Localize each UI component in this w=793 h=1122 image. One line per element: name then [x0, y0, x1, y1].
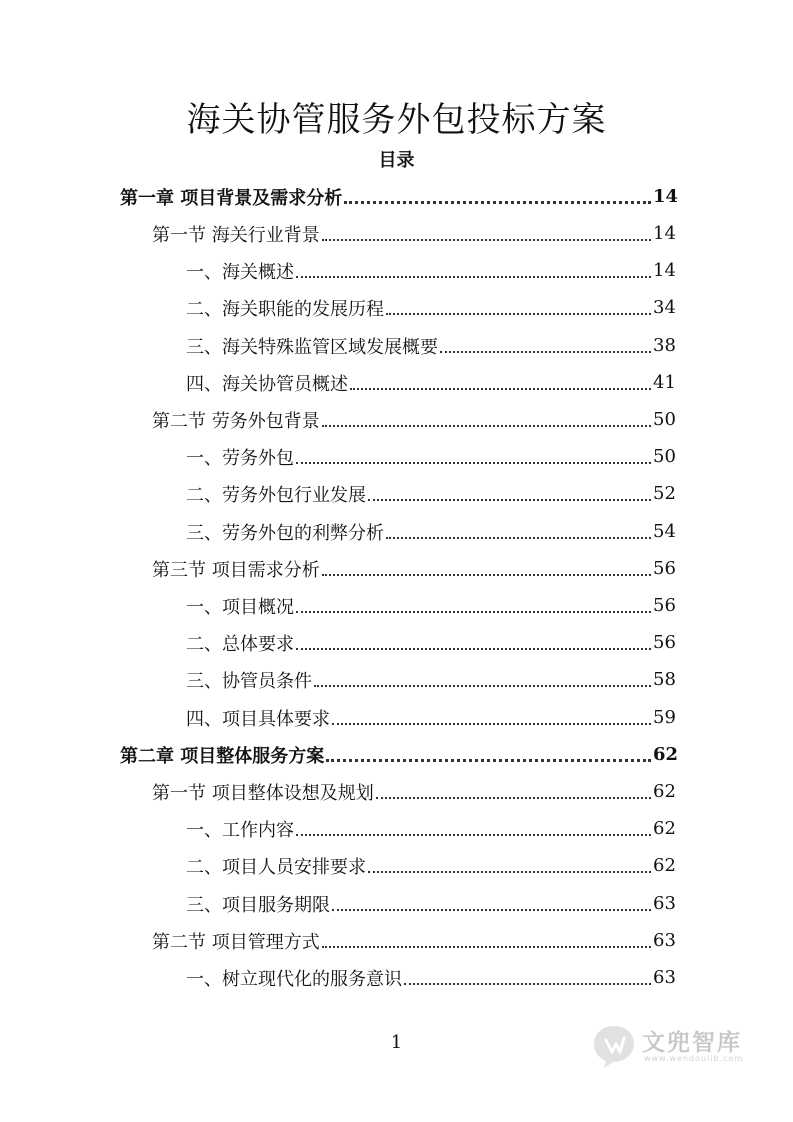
- toc-heading: 目录: [378, 150, 415, 171]
- page-number: 1: [390, 1032, 403, 1053]
- dot-leader: [332, 909, 651, 911]
- toc-entry[interactable]: [186, 327, 675, 364]
- dot-leader: [344, 201, 651, 204]
- dot-leader: [326, 759, 651, 762]
- dot-leader: [322, 425, 651, 427]
- dot-leader: [404, 983, 651, 985]
- toc-entry-label: 第二节 劳务外包背景: [152, 410, 320, 432]
- dot-leader: [296, 648, 651, 650]
- toc-entry-label: 四、海关协管员概述: [186, 373, 348, 395]
- toc-entry-page: 63: [653, 893, 676, 914]
- dot-leader: [376, 797, 651, 799]
- toc-entry-label: 三、协管员条件: [186, 670, 312, 692]
- toc-entry-page: 58: [653, 669, 676, 690]
- toc-entry-label: 一、劳务外包: [186, 447, 294, 469]
- toc-entry-page: 63: [653, 930, 676, 951]
- dot-leader: [296, 834, 651, 836]
- toc-entry-page: 38: [653, 335, 676, 356]
- dot-leader: [322, 946, 651, 948]
- toc-entry-label: 第一节 项目整体设想及规划: [152, 782, 374, 804]
- watermark-subtext: www.wendoulib.com: [644, 1054, 744, 1063]
- toc-entry-page: 34: [653, 297, 676, 318]
- dot-leader: [386, 537, 651, 539]
- toc-entry-page: 56: [653, 558, 676, 579]
- toc-entry-label: 三、海关特殊监管区域发展概要: [186, 336, 438, 358]
- toc-entry-label: 第二章 项目整体服务方案: [120, 745, 325, 767]
- dot-leader: [296, 462, 651, 464]
- document-title: 海关协管服务外包投标方案: [186, 100, 607, 140]
- toc-entry-page: 54: [653, 521, 676, 542]
- toc-entry-label: 第一章 项目背景及需求分析: [120, 187, 343, 209]
- toc-entry[interactable]: [186, 699, 675, 736]
- toc-entry-page: 62: [653, 818, 676, 839]
- toc-entry-page: 59: [653, 707, 676, 728]
- toc-entry[interactable]: [186, 475, 675, 512]
- toc-entry[interactable]: [152, 922, 675, 959]
- toc-entry-page: 50: [653, 409, 676, 430]
- toc-entry-page: 56: [653, 595, 676, 616]
- toc-entry-page: 56: [653, 632, 676, 653]
- toc-entry[interactable]: [186, 661, 675, 698]
- toc-entry-label: 一、项目概况: [186, 596, 294, 618]
- toc-entry[interactable]: [186, 624, 675, 661]
- toc-entry[interactable]: [120, 736, 679, 773]
- toc-entry-page: 14: [653, 260, 676, 281]
- watermark: [590, 1018, 760, 1078]
- toc-entry-label: 三、劳务外包的利弊分析: [186, 522, 384, 544]
- toc-entry-page: 62: [653, 744, 679, 765]
- toc-entry-label: 一、树立现代化的服务意识: [186, 968, 402, 990]
- toc-entry-page: 50: [653, 446, 676, 467]
- dot-leader: [332, 723, 651, 725]
- dot-leader: [296, 276, 651, 278]
- toc-entry[interactable]: [186, 513, 675, 550]
- toc-entry[interactable]: [186, 847, 675, 884]
- toc-entry-label: 三、项目服务期限: [186, 894, 330, 916]
- toc-entry-label: 第三节 项目需求分析: [152, 559, 320, 581]
- toc-entry-page: 41: [653, 372, 676, 393]
- toc-entry[interactable]: [152, 401, 675, 438]
- dot-leader: [440, 351, 651, 353]
- dot-leader: [322, 574, 651, 576]
- toc-entry-label: 四、项目具体要求: [186, 708, 330, 730]
- toc-entry-page: 52: [653, 483, 676, 504]
- toc-entry[interactable]: [120, 178, 679, 215]
- toc-entry[interactable]: [186, 959, 675, 996]
- toc-entry-label: 二、劳务外包行业发展: [186, 484, 366, 506]
- toc-entry[interactable]: [186, 364, 675, 401]
- bubble-logo-icon: [590, 1022, 638, 1070]
- toc-entry-label: 一、工作内容: [186, 819, 294, 841]
- toc-entry[interactable]: [152, 550, 675, 587]
- toc-entry[interactable]: [186, 252, 675, 289]
- toc-entry[interactable]: [152, 215, 675, 252]
- toc-entry[interactable]: [186, 885, 675, 922]
- toc-entry[interactable]: [186, 289, 675, 326]
- toc-entry-label: 二、总体要求: [186, 633, 294, 655]
- toc-entry-page: 62: [653, 781, 676, 802]
- dot-leader: [322, 239, 651, 241]
- toc-entry-label: 二、海关职能的发展历程: [186, 298, 384, 320]
- dot-leader: [368, 499, 651, 501]
- dot-leader: [314, 685, 651, 687]
- toc-entry[interactable]: [152, 773, 675, 810]
- dot-leader: [296, 611, 651, 613]
- toc-entry-label: 第一节 海关行业背景: [152, 224, 320, 246]
- toc-entry-label: 第二节 项目管理方式: [152, 931, 320, 953]
- dot-leader: [350, 388, 651, 390]
- toc-entry-page: 63: [653, 967, 676, 988]
- toc-entry[interactable]: [186, 438, 675, 475]
- toc-entry-page: 14: [653, 186, 679, 207]
- toc-entry[interactable]: [186, 587, 675, 624]
- toc-entry-page: 14: [653, 223, 676, 244]
- toc-entry[interactable]: [186, 810, 675, 847]
- dot-leader: [386, 313, 651, 315]
- toc-entry-label: 一、海关概述: [186, 261, 294, 283]
- toc-entry-label: 二、项目人员安排要求: [186, 856, 366, 878]
- toc-entry-page: 62: [653, 855, 676, 876]
- watermark-text: 文兜智库: [642, 1030, 742, 1056]
- dot-leader: [368, 871, 651, 873]
